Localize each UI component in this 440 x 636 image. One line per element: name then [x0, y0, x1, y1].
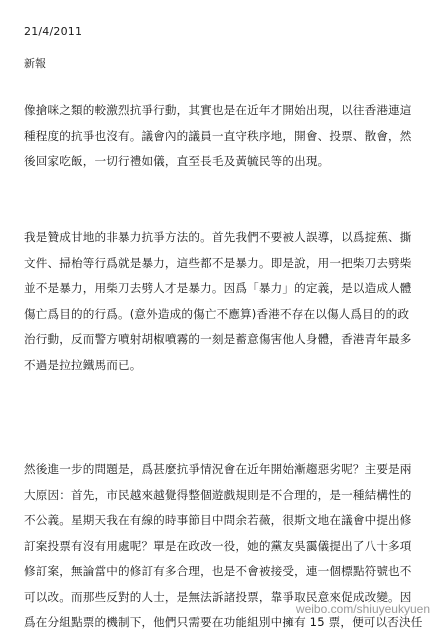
paragraph-line: 修訂案，無論當中的修訂有多合理，也是不會被接受，連一個標點符號也不: [24, 564, 412, 578]
paragraph-line: 種程度的抗爭也沒有。議會內的議員一直守秩序地，開會、投票、散會，然: [24, 128, 412, 143]
paragraph-line: 後回家吃飯，一切行禮如儀，直至長毛及黃毓民等的出現。: [24, 154, 330, 168]
paragraph-1: [24, 98, 424, 175]
paragraph-line: 傷亡爲目的的行爲。(意外造成的傷亡不應算)香港不存在以傷人爲目的的政: [24, 306, 410, 321]
watermark: weibo.com/shiuyeukyuen: [295, 602, 430, 616]
paragraph-line: 不過是拉拉鐵馬而已。: [24, 357, 142, 372]
paragraph-line: 可以改。而那些反對的人士，是無法訴諸投票，靠爭取民意來促成改變。因: [24, 589, 412, 604]
paragraph-line: 並不是暴力，用柴刀去劈人才是暴力。因爲「暴力」的定義，是以造成人體: [24, 281, 412, 295]
paragraph-line: 爲在分組點票的機制下，他們只需要在功能組別中擁有 15 票，便可以否決任: [24, 615, 423, 629]
paragraph-2: [24, 225, 424, 378]
paragraph-line: 然後進一步的問題是，爲甚麼抗爭情況會在近年開始漸趨惡劣呢？主要是兩: [24, 462, 412, 476]
paragraph-line: 像搶咪之類的較激烈抗爭行動，其實也是在近年才開始出現，以往香港連這: [24, 103, 412, 117]
paragraph-line: 大原因：首先，市民越來越覺得整個遊戲規則是不合理的，是一種結構性的: [24, 487, 412, 502]
paragraph-line: 不公義。星期天我在有線的時事節目中問余若薇，很斯文地在議會中提出修: [24, 513, 412, 527]
paragraph-line: 治行動，反而警方噴射胡椒噴霧的一刻是蓄意傷害他人身體，香港青年最多: [24, 332, 412, 346]
paragraph-line: 訂案投票有沒有用處呢？單是在政改一役，她的黨友吳靄儀提出了八十多項: [24, 538, 412, 553]
paragraph-line: 我是贊成甘地的非暴力抗爭方法的。首先我們不要被人誤導，以爲掟蕉、撕: [24, 230, 412, 244]
article-source: 新報: [24, 57, 46, 70]
article-date: 21/4/2011: [24, 25, 83, 38]
paragraph-line: 文件、掃枱等行爲就是暴力，這些都不是暴力。即是說，用一把柴刀去劈柴: [24, 255, 412, 270]
